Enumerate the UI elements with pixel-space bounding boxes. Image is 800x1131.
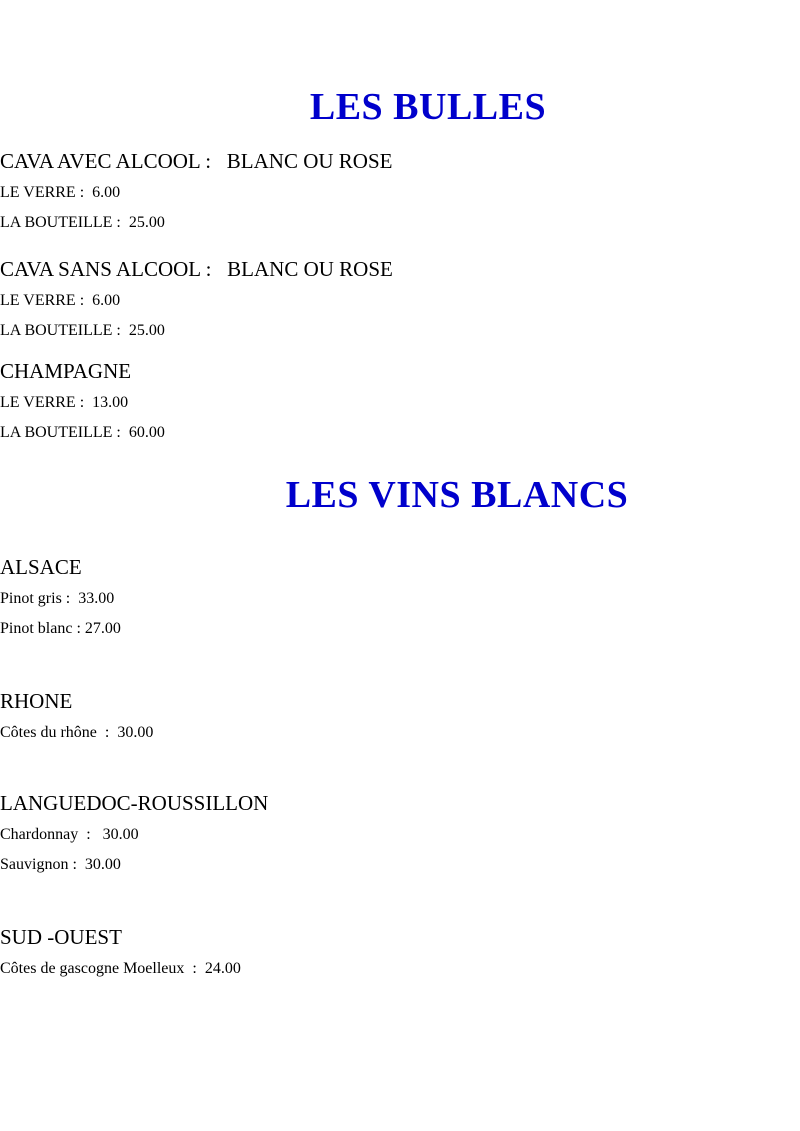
- section-title-les-bulles: LES BULLES: [309, 86, 547, 128]
- menu-entry-price: Côtes du rhône : 30.00: [0, 724, 154, 742]
- menu-group-alsace: [0, 554, 580, 640]
- menu-entry-price: Côtes de gascogne Moelleux : 24.00: [0, 960, 241, 978]
- menu-group-champagne: [0, 358, 580, 444]
- menu-group-heading: CAVA SANS ALCOOL : BLANC OU ROSE: [0, 257, 393, 281]
- menu-entry-price: LA BOUTEILLE : 60.00: [0, 424, 165, 442]
- menu-group-heading: RHONE: [0, 689, 73, 713]
- menu-entry-price: LE VERRE : 6.00: [0, 292, 121, 310]
- section-title-les-vins-blancs: LES VINS BLANCS: [285, 474, 629, 516]
- menu-group-cava-avec-alcool: [0, 148, 580, 234]
- menu-group-cava-sans-alcool: [0, 256, 580, 342]
- menu-group-rhone: [0, 688, 580, 744]
- menu-group-heading: LANGUEDOC-ROUSSILLON: [0, 791, 269, 815]
- menu-entry-price: Pinot blanc : 27.00: [0, 620, 121, 638]
- menu-group-heading: CAVA AVEC ALCOOL : BLANC OU ROSE: [0, 149, 393, 173]
- menu-group-languedoc-roussillon: [0, 790, 580, 876]
- menu-group-heading: CHAMPAGNE: [0, 359, 132, 383]
- menu-group-sud-ouest: [0, 924, 580, 980]
- menu-entry-price: LE VERRE : 13.00: [0, 394, 129, 412]
- menu-entry-price: Pinot gris : 33.00: [0, 590, 115, 608]
- menu-group-heading: SUD -OUEST: [0, 925, 122, 949]
- menu-entry-price: LE VERRE : 6.00: [0, 184, 121, 202]
- menu-entry-price: LA BOUTEILLE : 25.00: [0, 322, 165, 340]
- menu-entry-price: Chardonnay : 30.00: [0, 826, 139, 844]
- menu-entry-price: LA BOUTEILLE : 25.00: [0, 214, 165, 232]
- menu-group-heading: ALSACE: [0, 555, 82, 579]
- menu-entry-price: Sauvignon : 30.00: [0, 856, 121, 874]
